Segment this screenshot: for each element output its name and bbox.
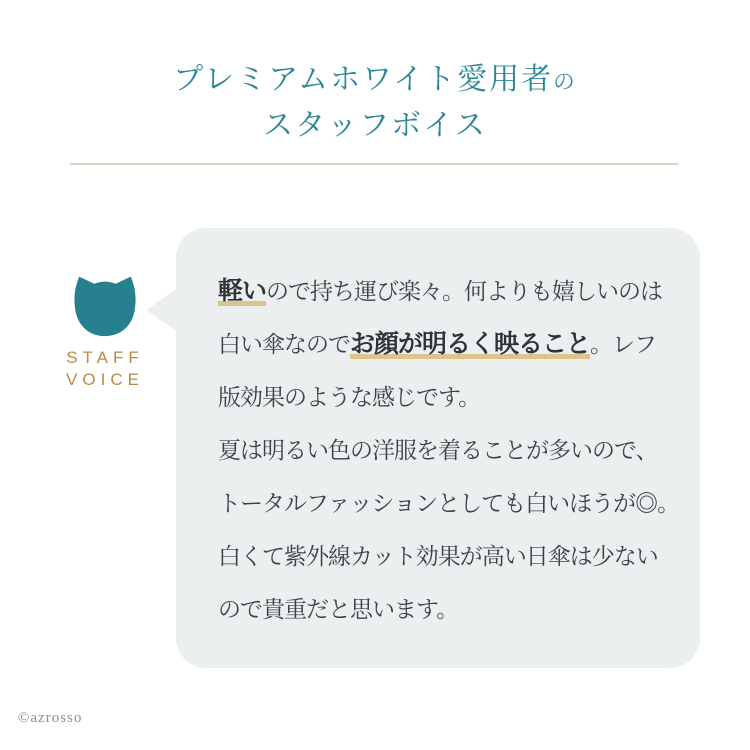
bubble-line xyxy=(218,318,658,371)
bubble-line xyxy=(218,530,658,583)
staff-voice-badge xyxy=(58,273,152,391)
speech-bubble xyxy=(176,228,700,668)
watermark: ©azrosso xyxy=(18,710,83,726)
bubble-highlighted-text: 軽い xyxy=(218,278,266,308)
page-title xyxy=(0,58,750,148)
bubble-line xyxy=(218,583,658,636)
bubble-text: 版効果のような感じです。 xyxy=(218,385,481,410)
bubble-text: 。レフ xyxy=(590,332,657,357)
staff-voice-label xyxy=(58,347,152,391)
page-title-line2: スタッフボイス xyxy=(263,109,487,142)
bubble-text: 白い傘なので xyxy=(218,332,350,357)
bubble-line xyxy=(218,477,680,530)
speech-bubble-tail xyxy=(146,288,178,332)
bubble-text: ので貴重だと思います。 xyxy=(218,597,459,622)
bubble-text: 白くて紫外線カット効果が高い日傘は少ない xyxy=(218,544,658,569)
bubble-highlighted-text: お顔が明るく映ること xyxy=(350,331,590,361)
page-title-line1 xyxy=(0,58,750,104)
page-title-line1-main: プレミアムホワイト愛用者 xyxy=(173,63,554,96)
bubble-text: ので持ち運び楽々。何よりも嬉しいのは xyxy=(266,279,663,304)
staff-voice-label-line1: STAFF xyxy=(66,348,144,367)
bubble-text: トータルファッションとしても白いほうが◎。 xyxy=(218,491,680,516)
staff-voice-label-line2: VOICE xyxy=(66,370,144,389)
bubble-text: 夏は明るい色の洋服を着ることが多いので、 xyxy=(218,438,658,463)
bubble-line xyxy=(218,424,658,477)
cat-icon xyxy=(69,273,141,339)
bubble-line xyxy=(218,265,663,318)
bubble-line xyxy=(218,371,658,424)
page-title-line1-particle: の xyxy=(553,70,577,94)
title-divider xyxy=(70,163,678,165)
